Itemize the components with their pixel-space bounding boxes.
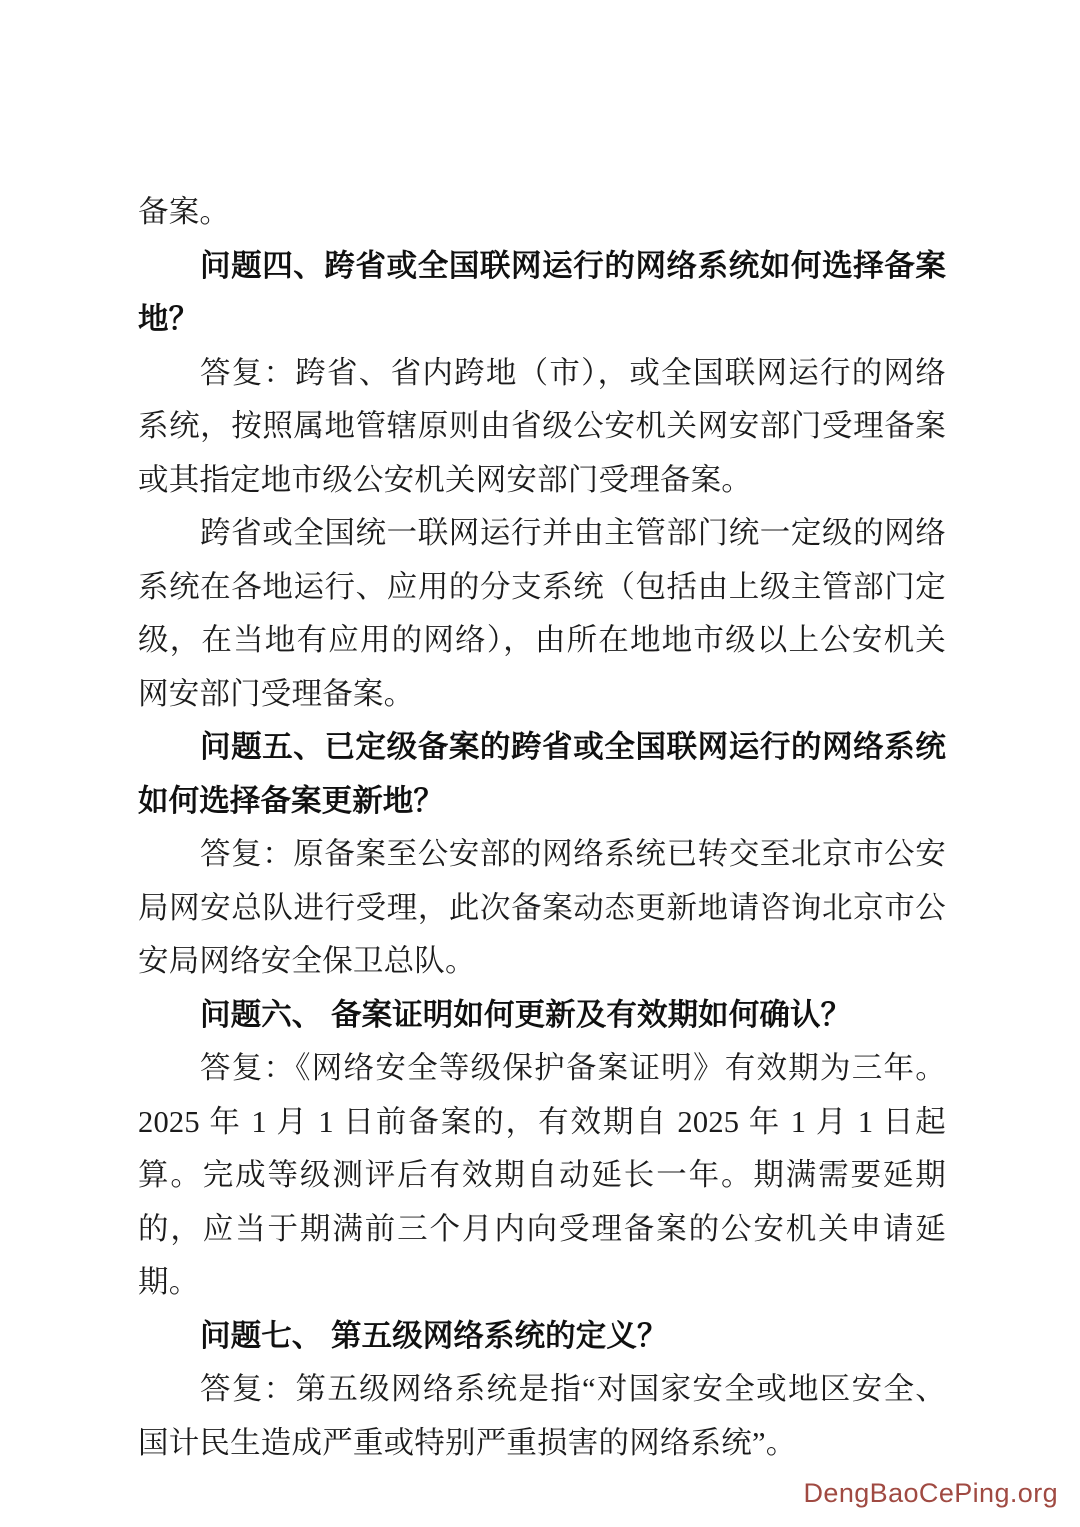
continued-paragraph: 备案。 — [138, 195, 231, 229]
question-four-answer-second: 跨省或全国统一联网运行并由主管部门统一定级的网络系统在各地运行、应用的分支系统（包括由上级主管部门定级，在当地有应用的网络），由所在地地市级以上公安机关网安部门受理备案。 — [138, 516, 946, 711]
question-six-heading: 问题六、 备案证明如何更新及有效期如何确认？ — [200, 997, 852, 1032]
question-seven-heading: 问题七、 第五级网络系统的定义？ — [200, 1318, 668, 1353]
question-six-answer: 答复：《网络安全等级保护备案证明》有效期为三年。2025 年 1 月 1 日前备案的，有效期自 2025 年 1 月 1 日起算。完成等级测评后有效期自动延长一年。期满需要延期的，应当于期满前三个月内向受理备案的公安机关申请延期。 — [138, 1051, 946, 1299]
question-five-answer: 答复：原备案至公安部的网络系统已转交至北京市公安局网安总队进行受理，此次备案动态更新地请咨询北京市公安局网络安全保卫总队。 — [138, 837, 946, 978]
document-body — [138, 186, 946, 1470]
question-seven-answer: 答复：第五级网络系统是指“对国家安全或地区安全、国计民生造成严重或特别严重损害的网络系统”。 — [138, 1372, 946, 1460]
question-four-answer: 答复：跨省、省内跨地（市），或全国联网运行的网络系统，按照属地管辖原则由省级公安机关网安部门受理备案或其指定地市级公安机关网安部门受理备案。 — [138, 355, 946, 497]
question-four-heading: 问题四、跨省或全国联网运行的网络系统如何选择备案地？ — [138, 248, 946, 336]
site-watermark: DengBaoCePing.org — [803, 1478, 1058, 1508]
question-five-heading: 问题五、已定级备案的跨省或全国联网运行的网络系统如何选择备案更新地？ — [138, 730, 946, 818]
